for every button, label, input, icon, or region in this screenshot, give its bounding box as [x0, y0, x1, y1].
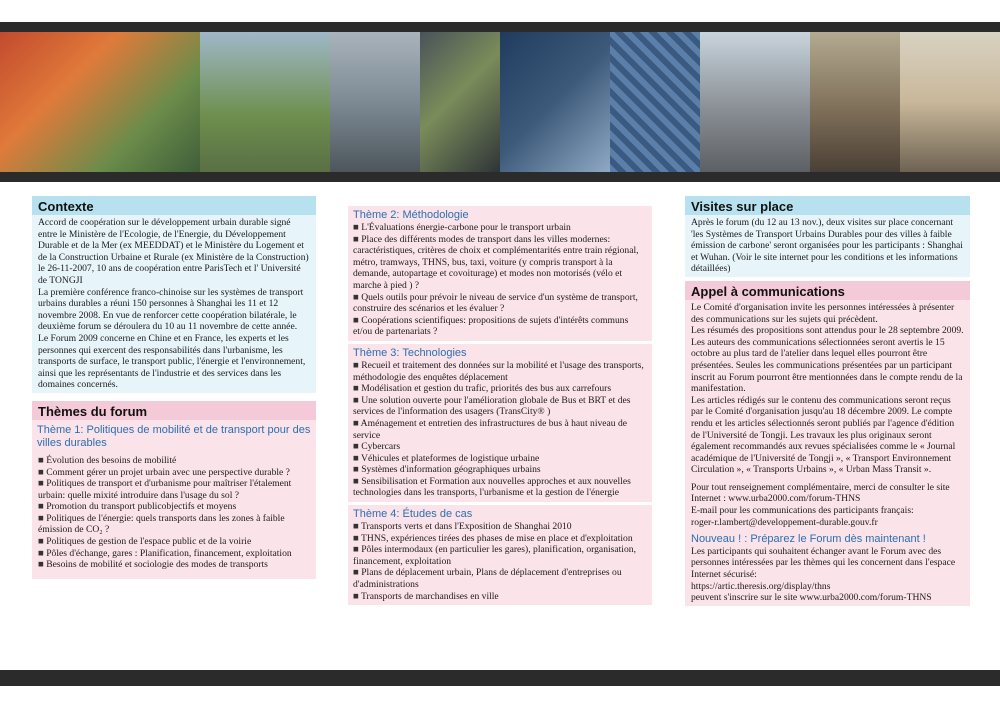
contexte-paragraph: Le Forum 2009 concerne en Chine et en France, les experts et les personnes qui exercent des responsabilités dans l'urbanisme, les transports de surface, le transport public, l'énergie et l'environnement, ainsi que les représentants de l'industrie et des services dans les domaines concernés.: [38, 332, 306, 391]
photo-hydrogen-station: [500, 32, 610, 172]
photo-banner: [0, 32, 1000, 172]
photo-station-building: [700, 32, 810, 172]
column-right: [685, 196, 970, 606]
list-item: ■ Pôles intermodaux (en particulier les gares), planification, organisation, financement, exploitation: [353, 544, 636, 567]
list-item: ■ Une solution ouverte pour l'amélioration globale de Bus et BRT et des services de l'information des usagers (TransCity® ): [353, 394, 631, 418]
appel-paragraph: Les résumés des propositions sont attendus pour le 28 septembre 2009. Les auteurs des communications sélectionnées seront avertis le 15 octobre au plus tard de l'atelier dans lequel elles pourront être présentées. Seules les communications présentées par un participant inscrit au Forum pourront être mentionnées dans le compte rendu de la manifestation.: [691, 325, 964, 395]
contexte-paragraph: Accord de coopération sur le développement urbain durable signé entre le Ministère de l'Ecologie, de l'Energie, du Développement Durable et de la Mer (ex MEEDDAT) et le Ministère du Logement et de la Construction Urbaine et Rurale (ex Ministère de la Construction) le 26-11-2007, 10 ans de coopération entre ParisTech et l' Université de TONGJI: [38, 217, 309, 286]
list-item: ■ Aménagement et entretien des infrastructures de bus à haut niveau de service: [353, 417, 628, 441]
photo-bicycles: [0, 32, 200, 172]
list-item: ■ Évolution des besoins de mobilité: [38, 454, 177, 466]
list-item: ■ Besoins de mobilité et sociologie des modes de transports: [38, 559, 268, 571]
theme3-title: Thème 3: Technologies: [353, 346, 467, 359]
theme2-title: Thème 2: Méthodologie: [353, 209, 469, 221]
list-item: ■ Politiques de transport et d'urbanisme pour maîtriser l'étalement urbain: quelle mixité introduire dans l'usage du sol ?: [38, 478, 292, 501]
contexte-paragraph: La première conférence franco-chinoise sur les systèmes de transport urbains durables a réuni 150 personnes à Shanghai les 11 et 12 novembre 2008. En vue de renforcer cette coopération bilatérale, le deuxième forum se déroulera du 10 au 11 novembre de cette année.: [38, 286, 304, 333]
nouveau-heading: Nouveau ! : Préparez le Forum dès maintenant !: [691, 533, 926, 546]
photo-bus: [900, 32, 1000, 172]
list-item: ■ Politiques de gestion de l'espace public et de la voirie: [38, 536, 252, 548]
list-item: ■ THNS, expériences tirées des phases de mise en place et d'exploitation: [353, 532, 633, 544]
visites-body: [685, 215, 970, 277]
appel-paragraph: Les articles rédigés sur le contenu des communications seront reçus par le Comité d'organisation jusqu'au 18 décembre 2009. Le compte rendu et les articles sélectionnés seront publiés par l'agence d'édition de l'Université de Tongji. Les travaux les plus originaux seront également recommandés aux revues spécialisées comme le « Journal académique de l'Université de Tongji », « Transport Environnement Circulation », « Transports Urbains », « Urban Mass Transit ».: [691, 394, 956, 476]
photo-street: [330, 32, 420, 172]
list-item: ■ Place des différents modes de transport dans les villes modernes: caractéristiques, critères de choix et complémentarités entre train régional, métro, tramways, THNS, bus, taxi, voiture (y compris transport à la demande, autopartage et covoiturage) et modes non motorisés (vélo et marche à pied ) ?: [353, 233, 639, 291]
list-item: ■ Transports verts et dans l'Exposition de Shanghai 2010: [353, 521, 572, 533]
list-item: ■ Modélisation et gestion du trafic, priorités des bus aux carrefours: [353, 383, 612, 395]
list-item: ■ Coopérations scientifiques: propositions de sujets d'intérêts communs et/ou de partenariats ?: [353, 314, 629, 338]
contexte-body: [32, 215, 316, 393]
photo-tramway: [200, 32, 330, 172]
appel-heading: Appel à communications: [685, 281, 970, 300]
contact-line: Pour tout renseignement complémentaire, merci de consulter le site Internet : www.urba2000.com/forum-THNS: [691, 481, 950, 505]
column-left: [32, 196, 316, 579]
list-item: ■ Véhicules et plateformes de logistique urbaine: [353, 452, 540, 464]
theme1-list: [32, 450, 316, 579]
top-margin: [0, 0, 1000, 22]
list-item: ■ Transports de marchandises en ville: [353, 590, 499, 602]
list-item: ■ Cybercars: [353, 441, 401, 453]
theme2-section: [348, 206, 652, 341]
column-middle: [348, 206, 652, 605]
photo-solar-panels: [610, 32, 700, 172]
nouveau-line: Les participants qui souhaitent échanger avant le Forum avec des personnes intéressées par les thèmes qui les concernent dans l'espace Internet sécurisé:: [691, 545, 956, 581]
list-item: ■ Recueil et traitement des données sur la mobilité et l'usage des transports, méthodologie des enquêtes déplacement: [353, 359, 644, 383]
theme1-title: Thème 1: Politiques de mobilité et de transport pour des villes durables: [32, 420, 316, 450]
list-item: ■ Pôles d'échange, gares : Planification, financement, exploitation: [38, 547, 292, 559]
photo-charger: [420, 32, 500, 172]
contexte-heading: Contexte: [32, 196, 316, 215]
list-item: ■ Politiques de l'énergie: quels transports dans les zones à faible émission de CO₂ ?: [38, 512, 285, 536]
theme3-section: [348, 344, 652, 502]
list-item: ■ Systèmes d'information géographiques urbains: [353, 464, 541, 476]
list-item: ■ Quels outils pour prévoir le niveau de service d'un système de transport, construire des scénarios et les évaluer ?: [353, 291, 638, 315]
visites-heading: Visites sur place: [685, 196, 970, 215]
visites-text: Après le forum (du 12 au 13 nov.), deux visites sur place concernant 'les Systèmes de Transport Urbains Durables pour des villes à faible émission de carbone' seront organisées pour les participants : Shanghai et Wuhan. (Voir le site internet pour les conditions et les informations détaillées): [691, 217, 963, 275]
contact-email[interactable]: roger-r.lambert@developpement-durable.gouv.fr: [691, 516, 878, 528]
list-item: ■ L'Évaluations énergie-carbone pour le transport urbain: [353, 222, 571, 233]
photo-crowd: [810, 32, 900, 172]
list-item: ■ Promotion du transport publicobjectifs et moyens: [38, 501, 237, 513]
nouveau-line: peuvent s'inscrire sur le site www.urba2000.com/forum-THNS: [691, 592, 932, 604]
appel-body: [685, 300, 970, 606]
theme4-title: Thème 4: Études de cas: [353, 508, 473, 521]
themes-heading: Thèmes du forum: [32, 401, 316, 420]
nouveau-link[interactable]: https://artic.theresis.org/display/thns: [691, 580, 831, 592]
list-item: ■ Sensibilisation et Formation aux nouvelles approches et aux nouvelles technologies dans les transports, l'urbanisme et la gestion de l'énergie: [353, 475, 631, 499]
contact-line: E-mail pour les communications des participants français:: [691, 505, 914, 517]
bottom-bar: [0, 670, 1000, 686]
list-item: ■ Plans de déplacement urbain, Plans de déplacement d'entreprises ou d'administrations: [353, 567, 622, 591]
list-item: ■ Comment gérer un projet urbain avec une perspective durable ?: [38, 466, 290, 478]
theme4-section: [348, 505, 652, 605]
appel-paragraph: Le Comité d'organisation invite les personnes intéressées à présenter des communications sur les sujets qui précèdent.: [691, 301, 955, 325]
